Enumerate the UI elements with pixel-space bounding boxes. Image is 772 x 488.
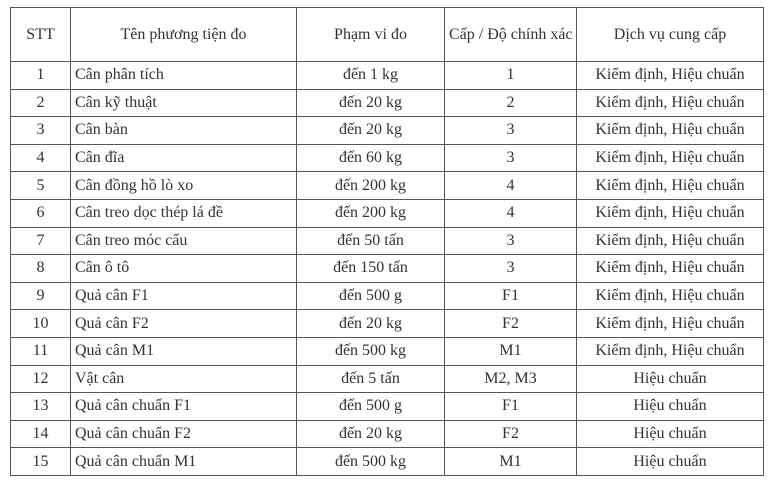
cell-service: Hiệu chuẩn — [577, 393, 764, 421]
cell-stt: 9 — [11, 282, 71, 310]
cell-name: Cân ô tô — [71, 255, 297, 283]
cell-accuracy: M1 — [445, 337, 577, 365]
cell-service: Kiểm định, Hiệu chuẩn — [577, 199, 764, 227]
cell-range: đến 60 kg — [297, 144, 445, 172]
table-row — [11, 255, 764, 283]
table-row — [11, 393, 764, 421]
cell-service: Kiểm định, Hiệu chuẩn — [577, 117, 764, 145]
cell-accuracy: 3 — [445, 117, 577, 145]
table-row — [11, 365, 764, 393]
cell-name: Quả cân F2 — [71, 310, 297, 338]
table-row — [11, 117, 764, 145]
cell-stt: 13 — [11, 393, 71, 421]
cell-name: Cân đồng hồ lò xo — [71, 172, 297, 200]
cell-service: Hiệu chuẩn — [577, 420, 764, 448]
cell-accuracy: F1 — [445, 393, 577, 421]
cell-accuracy: F2 — [445, 420, 577, 448]
cell-service: Hiệu chuẩn — [577, 365, 764, 393]
cell-accuracy: 4 — [445, 199, 577, 227]
cell-range: đến 200 kg — [297, 172, 445, 200]
cell-range: đến 20 kg — [297, 310, 445, 338]
cell-name: Quả cân F1 — [71, 282, 297, 310]
cell-name: Cân bàn — [71, 117, 297, 145]
cell-name: Cân treo dọc thép lá đề — [71, 199, 297, 227]
cell-service: Kiểm định, Hiệu chuẩn — [577, 172, 764, 200]
cell-service: Kiểm định, Hiệu chuẩn — [577, 62, 764, 90]
cell-service: Kiểm định, Hiệu chuẩn — [577, 144, 764, 172]
cell-range: đến 500 kg — [297, 448, 445, 476]
cell-range: đến 500 g — [297, 282, 445, 310]
table-row — [11, 420, 764, 448]
table-row — [11, 89, 764, 117]
cell-name: Quả cân chuẩn M1 — [71, 448, 297, 476]
cell-range: đến 20 kg — [297, 420, 445, 448]
cell-name: Cân đĩa — [71, 144, 297, 172]
cell-range: đến 150 tấn — [297, 255, 445, 283]
cell-accuracy: 3 — [445, 227, 577, 255]
cell-name: Vật cân — [71, 365, 297, 393]
measuring-instruments-table — [10, 7, 764, 476]
cell-name: Cân phân tích — [71, 62, 297, 90]
table-row — [11, 172, 764, 200]
cell-stt: 14 — [11, 420, 71, 448]
cell-stt: 10 — [11, 310, 71, 338]
cell-name: Cân treo móc cẩu — [71, 227, 297, 255]
cell-range: đến 20 kg — [297, 117, 445, 145]
cell-range: đến 500 kg — [297, 337, 445, 365]
cell-stt: 12 — [11, 365, 71, 393]
cell-accuracy: 4 — [445, 172, 577, 200]
cell-stt: 1 — [11, 62, 71, 90]
table-row — [11, 227, 764, 255]
header-stt: STT — [11, 8, 71, 62]
cell-service: Kiểm định, Hiệu chuẩn — [577, 255, 764, 283]
cell-stt: 7 — [11, 227, 71, 255]
cell-service: Kiểm định, Hiệu chuẩn — [577, 282, 764, 310]
table-row — [11, 62, 764, 90]
cell-range: đến 20 kg — [297, 89, 445, 117]
cell-service: Kiểm định, Hiệu chuẩn — [577, 337, 764, 365]
table-row — [11, 337, 764, 365]
cell-stt: 4 — [11, 144, 71, 172]
cell-range: đến 1 kg — [297, 62, 445, 90]
cell-accuracy: 3 — [445, 144, 577, 172]
cell-accuracy: 3 — [445, 255, 577, 283]
table-row — [11, 310, 764, 338]
header-accuracy: Cấp / Độ chính xác — [445, 8, 577, 62]
cell-range: đến 500 g — [297, 393, 445, 421]
cell-stt: 15 — [11, 448, 71, 476]
cell-stt: 3 — [11, 117, 71, 145]
cell-range: đến 200 kg — [297, 199, 445, 227]
table-row — [11, 448, 764, 476]
cell-accuracy: F1 — [445, 282, 577, 310]
table-body — [11, 62, 764, 476]
cell-name: Quả cân chuẩn F2 — [71, 420, 297, 448]
cell-stt: 6 — [11, 199, 71, 227]
cell-accuracy: 1 — [445, 62, 577, 90]
cell-range: đến 5 tấn — [297, 365, 445, 393]
table-row — [11, 282, 764, 310]
cell-name: Cân kỹ thuật — [71, 89, 297, 117]
cell-service: Kiểm định, Hiệu chuẩn — [577, 310, 764, 338]
cell-stt: 8 — [11, 255, 71, 283]
cell-stt: 2 — [11, 89, 71, 117]
cell-accuracy: F2 — [445, 310, 577, 338]
cell-name: Quả cân M1 — [71, 337, 297, 365]
cell-service: Kiểm định, Hiệu chuẩn — [577, 227, 764, 255]
table-row — [11, 199, 764, 227]
cell-stt: 11 — [11, 337, 71, 365]
cell-service: Hiệu chuẩn — [577, 448, 764, 476]
cell-accuracy: 2 — [445, 89, 577, 117]
cell-service: Kiểm định, Hiệu chuẩn — [577, 89, 764, 117]
cell-name: Quả cân chuẩn F1 — [71, 393, 297, 421]
table-row — [11, 144, 764, 172]
cell-accuracy: M2, M3 — [445, 365, 577, 393]
cell-stt: 5 — [11, 172, 71, 200]
header-service: Dịch vụ cung cấp — [577, 8, 764, 62]
cell-range: đến 50 tấn — [297, 227, 445, 255]
header-name: Tên phương tiện đo — [71, 8, 297, 62]
cell-accuracy: M1 — [445, 448, 577, 476]
header-range: Phạm vi đo — [297, 8, 445, 62]
header-row — [11, 8, 764, 62]
